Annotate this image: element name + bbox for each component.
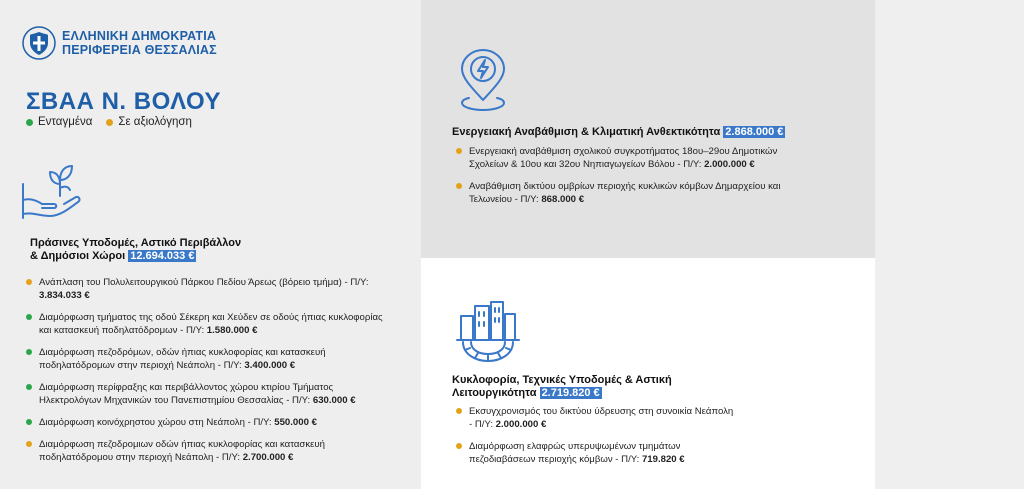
category-green-title: Πράσινες Υποδομές, Αστικό Περιβάλλον & Δημόσιοι Χώροι 12.694.033 € [30, 237, 242, 262]
category-infrastructure-projects [456, 405, 736, 475]
list-item: Διαμόρφωση περίφραξης και περιβάλλοντος χώρου κτιρίου Τμήματος Ηλεκτρολόγων Μηχανικών του Πανεπιστημίου Θεσσαλίας - Π/Υ: 630.000 € [26, 381, 386, 407]
list-item: Εκσυγχρονισμός του δικτύου ύδρευσης στη συνοικία Νεάπολη - Π/Υ: 2.000.000 € [456, 405, 736, 431]
category-infrastructure-amount: 2.719.820 € [541, 387, 600, 399]
legend [26, 116, 192, 128]
evaluation-dot-icon [456, 443, 462, 449]
energy-pin-icon [452, 48, 514, 112]
orange-dot-icon [106, 119, 113, 126]
list-item: Ενεργειακή αναβάθμιση σχολικού συγκροτήματος 18ου–29ου Δημοτικών Σχολείων & 10ου και 32ου Νηπιαγωγείων Βόλου - Π/Υ: 2.000.000 € [456, 145, 818, 171]
evaluation-dot-icon [456, 183, 462, 189]
evaluation-dot-icon [26, 441, 32, 447]
evaluation-dot-icon [456, 148, 462, 154]
list-item: Αναβάθμιση δικτύου ομβρίων περιοχής κυκλικών κόμβων Δημαρχείου και Τελωνείου - Π/Υ: 868.000 € [456, 180, 818, 206]
category-green-amount: 12.694.033 € [130, 250, 195, 262]
included-dot-icon [26, 384, 32, 390]
list-item: Διαμόρφωση πεζοδρομιων οδών ήπιας κυκλοφορίας και κατασκευή ποδηλατόδρομου στην περιοχή Νεάπολη - Π/Υ: 2.700.000 € [26, 438, 386, 464]
region-logo [22, 26, 217, 60]
list-item: Διαμόρφωση τμήματος της οδού Σέκερη και Χεύδεν σε οδούς ήπιας κυκλοφορίας και κατασκευή ποδηλατόδρομων - Π/Υ: 1.580.000 € [26, 311, 386, 337]
included-dot-icon [26, 349, 32, 355]
category-green-projects [26, 276, 386, 473]
category-energy-projects [456, 145, 818, 215]
list-item: Διαμόρφωση κοινόχρηστου χώρου στη Νεάπολη - Π/Υ: 550.000 € [26, 416, 386, 429]
plant-hand-icon [20, 156, 82, 220]
city-infrastructure-icon [455, 298, 521, 364]
included-dot-icon [26, 314, 32, 320]
evaluation-dot-icon [26, 279, 32, 285]
greek-emblem-icon [22, 26, 56, 60]
list-item: Διαμόρφωση ελαφρώς υπερυψωμένων τμημάτων πεζοδιαβάσεων περιοχής κόμβων - Π/Υ: 719.820 € [456, 440, 736, 466]
logo-line-1: ΕΛΛΗΝΙΚΗ ΔΗΜΟΚΡΑΤΙΑ [62, 29, 217, 43]
logo-line-2: ΠΕΡΙΦΕΡΕΙΑ ΘΕΣΣΑΛΙΑΣ [62, 43, 217, 57]
page-title: ΣΒΑΑ Ν. ΒΟΛΟΥ [26, 88, 221, 115]
evaluation-dot-icon [456, 408, 462, 414]
legend-evaluation: Σε αξιολόγηση [106, 116, 192, 128]
legend-included: Ενταγμένα [26, 116, 92, 128]
category-infrastructure-title: Κυκλοφορία, Τεχνικές Υποδομές & Αστική Λειτουργικότητα 2.719.820 € [452, 374, 672, 399]
list-item: Ανάπλαση του Πολυλειτουργικού Πάρκου Πεδίου Άρεως (βόρειο τμήμα) - Π/Υ: 3.834.033 € [26, 276, 386, 302]
list-item: Διαμόρφωση πεζοδρόμων, οδών ήπιας κυκλοφορίας και κατασκευή ποδηλατόδρομων στην περιοχή Νεάπολη - Π/Υ: 3.400.000 € [26, 346, 386, 372]
category-energy-amount: 2.868.000 € [725, 126, 784, 138]
green-dot-icon [26, 119, 33, 126]
category-energy-title: Ενεργειακή Αναβάθμιση & Κλιματική Ανθεκτικότητα 2.868.000 € [452, 126, 784, 138]
included-dot-icon [26, 419, 32, 425]
right-margin [875, 0, 1024, 489]
